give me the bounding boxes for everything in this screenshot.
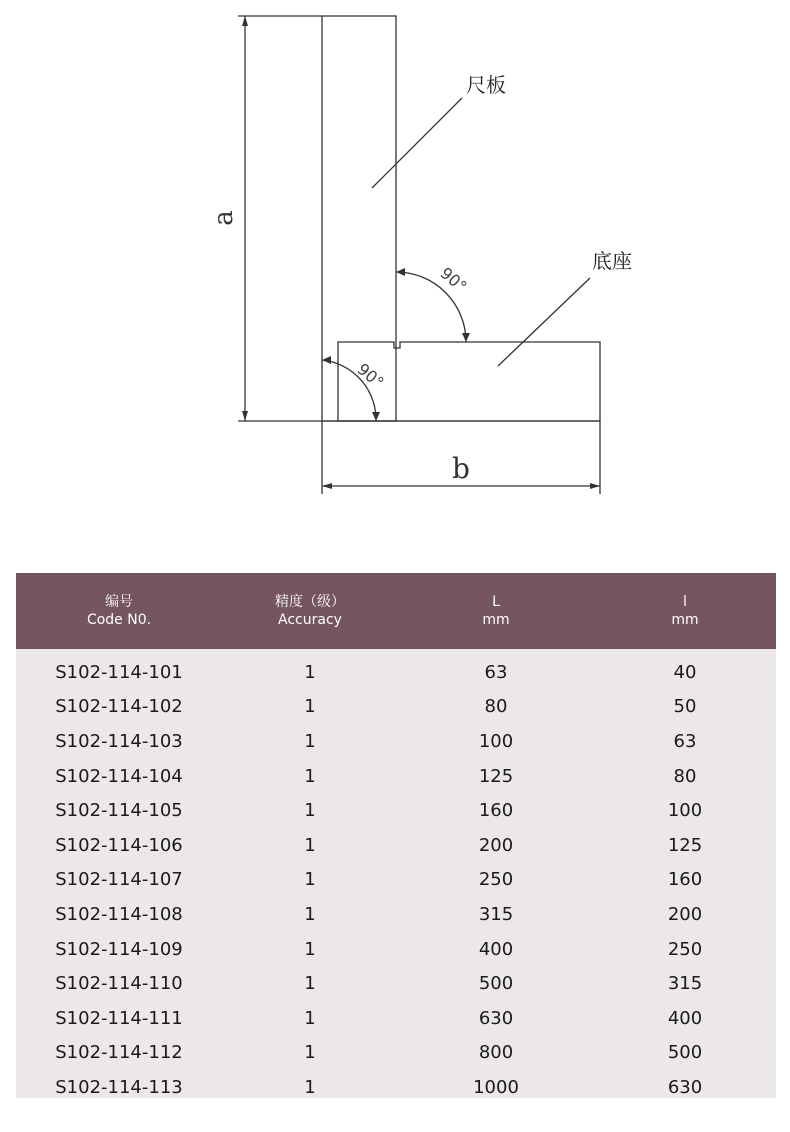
cell-l: 100: [667, 800, 703, 822]
cell-L: 315: [478, 903, 514, 925]
cell-code: S102-114-103: [55, 730, 183, 752]
cell-accuracy: 1: [304, 834, 316, 856]
cell-l: 630: [667, 1076, 703, 1098]
cell-code: S102-114-111: [55, 1007, 183, 1029]
header-accuracy: [222, 593, 398, 629]
dim-b-arrow-right: [590, 483, 600, 489]
cell-accuracy: 1: [304, 973, 316, 995]
dim-b-label: b: [452, 452, 470, 485]
header-l-unit: mm: [671, 612, 699, 628]
table-row: [16, 897, 776, 932]
table-row: [16, 932, 776, 967]
header-L-name: L: [492, 594, 500, 610]
cell-L: 800: [478, 1042, 514, 1064]
cell-L: 1000: [473, 1076, 519, 1098]
cell-code: S102-114-109: [55, 938, 183, 960]
angle-upper-arrow-end: [462, 333, 470, 342]
blade-label: 尺板: [466, 73, 506, 97]
cell-l: 250: [667, 938, 703, 960]
cell-L: 63: [484, 661, 508, 683]
angle-lower-arrow-start: [322, 356, 331, 364]
cell-code: S102-114-107: [55, 869, 183, 891]
table-row: [16, 828, 776, 863]
cell-L: 160: [478, 800, 514, 822]
cell-accuracy: 1: [304, 765, 316, 787]
table-row: [16, 1036, 776, 1071]
cell-l: 40: [673, 661, 697, 683]
cell-l: 50: [673, 696, 697, 718]
square-ruler-diagram: [0, 0, 790, 560]
cell-l: 400: [667, 1007, 703, 1029]
dim-a-arrow-bottom: [242, 411, 248, 421]
table-row: [16, 759, 776, 794]
angle-lower-label: 90°: [353, 359, 388, 393]
cell-l: 63: [673, 730, 697, 752]
cell-code: S102-114-101: [55, 661, 183, 683]
header-code-en: Code N0.: [86, 612, 152, 628]
cell-code: S102-114-108: [55, 903, 183, 925]
cell-L: 400: [478, 938, 514, 960]
table-row: [16, 1070, 776, 1105]
dim-b-arrow-left: [322, 483, 332, 489]
blade-outline: [322, 16, 396, 421]
header-L: [398, 593, 594, 629]
cell-L: 125: [478, 765, 514, 787]
cell-accuracy: 1: [304, 1042, 316, 1064]
header-accuracy-zh: 精度（级）: [275, 594, 345, 610]
cell-accuracy: 1: [304, 696, 316, 718]
table-row: [16, 1001, 776, 1036]
cell-accuracy: 1: [304, 800, 316, 822]
header-accuracy-en: Accuracy: [278, 612, 342, 628]
leader-base: [498, 278, 590, 366]
table-row: [16, 655, 776, 690]
cell-l: 160: [667, 869, 703, 891]
cell-accuracy: 1: [304, 869, 316, 891]
leader-blade: [372, 98, 462, 188]
cell-l: 125: [667, 834, 703, 856]
cell-code: S102-114-110: [55, 973, 183, 995]
cell-code: S102-114-113: [55, 1076, 183, 1098]
cell-l: 80: [673, 765, 697, 787]
cell-code: S102-114-102: [55, 696, 183, 718]
angle-upper-arrow-start: [396, 268, 405, 276]
dim-a-arrow-top: [242, 16, 248, 26]
dim-a-label: a: [209, 210, 239, 226]
cell-L: 200: [478, 834, 514, 856]
cell-accuracy: 1: [304, 1007, 316, 1029]
cell-l: 200: [667, 903, 703, 925]
table-row: [16, 863, 776, 898]
header-l-name: l: [683, 594, 687, 610]
header-code: [16, 593, 222, 629]
table-row: [16, 966, 776, 1001]
cell-L: 80: [484, 696, 508, 718]
cell-code: S102-114-105: [55, 800, 183, 822]
cell-l: 500: [667, 1042, 703, 1064]
cell-code: S102-114-112: [55, 1042, 183, 1064]
cell-L: 250: [478, 869, 514, 891]
cell-l: 315: [667, 973, 703, 995]
cell-L: 500: [478, 973, 514, 995]
cell-accuracy: 1: [304, 730, 316, 752]
cell-accuracy: 1: [304, 938, 316, 960]
header-L-unit: mm: [482, 612, 510, 628]
header-code-zh: 编号: [105, 594, 133, 610]
cell-L: 630: [478, 1007, 514, 1029]
cell-code: S102-114-104: [55, 765, 183, 787]
header-l: [594, 593, 776, 629]
cell-code: S102-114-106: [55, 834, 183, 856]
cell-accuracy: 1: [304, 661, 316, 683]
table-header: [16, 573, 776, 649]
table-row: [16, 793, 776, 828]
base-label: 底座: [592, 249, 632, 273]
table-row: [16, 724, 776, 759]
spec-table: [16, 573, 776, 1098]
angle-upper-label: 90°: [436, 263, 471, 297]
cell-L: 100: [478, 730, 514, 752]
table-row: [16, 690, 776, 725]
cell-accuracy: 1: [304, 1076, 316, 1098]
angle-lower-arrow-end: [372, 412, 380, 421]
table-body: [16, 649, 776, 1105]
cell-accuracy: 1: [304, 903, 316, 925]
